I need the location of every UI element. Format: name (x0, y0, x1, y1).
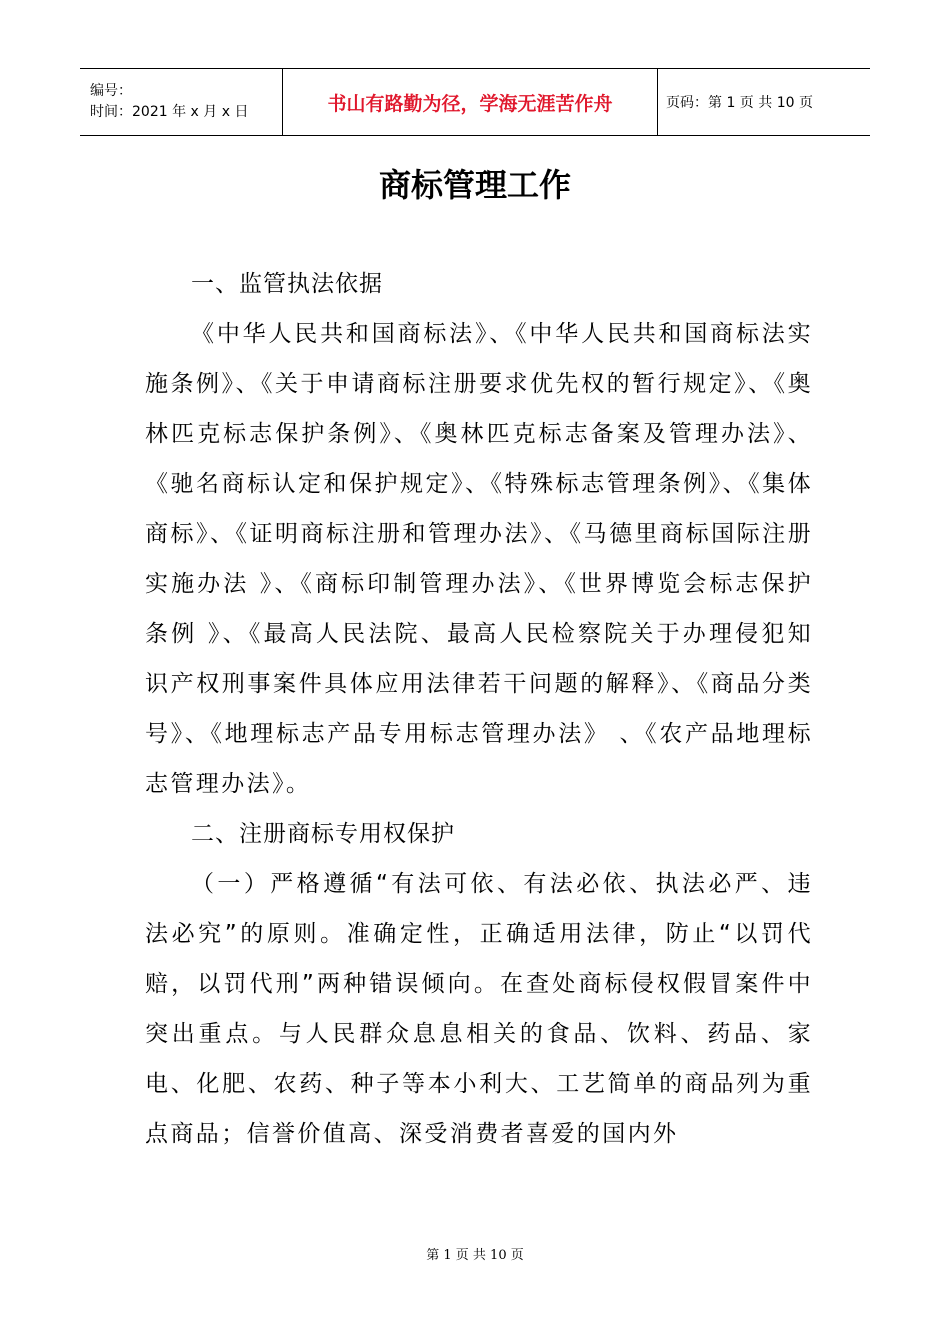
number-label: 编号： (90, 83, 132, 99)
time-label: 时间：2021 年 x 月 x 日 (90, 104, 249, 120)
motto-text: 书山有路勤为径，学海无涯苦作舟 (327, 92, 613, 115)
paragraph-legal-list: 《中华人民共和国商标法》、《中华人民共和国商标法实施条例》、《关于申请商标注册要求优先权的暂行规定》、《奥林匹克标志保护条例》、《奥林匹克标志备案及管理办法》、《驰名商标认定和保护规定》、《特殊标志管理条例》、《集体商标》、《证明商标注册和管理办法》、《马德里商标国际注册实施办法 》、《商标印制管理办法》、《世界博览会标志保护条例 》、《最高人民法院、最高人民检察院关于办理侵犯知识产权刑事案件具体应用法律若干问题的解释》、《商品分类号》、《地理标志产品专用标志管理办法》 、《农产品地理标志管理办法》。 (145, 321, 813, 797)
header-motto (282, 69, 658, 135)
page-info-text: 页码：第 1 页 共 10 页 (666, 95, 813, 111)
page-footer: 第 1 页 共 10 页 (426, 1248, 524, 1263)
document-body (145, 259, 813, 1159)
section-heading-legal-basis: 一、监管执法依据 (191, 271, 383, 297)
document-title: 商标管理工作 (378, 166, 571, 204)
header-meta (80, 69, 282, 135)
header-page-info (658, 69, 870, 135)
document-header (80, 68, 870, 136)
paragraph-principles: （一）严格遵循“有法可依、有法必依、执法必严、违法必究”的原则。准确定性，正确适用法律，防止“以罚代赔，以罚代刑”两种错误倾向。在查处商标侵权假冒案件中突出重点。与人民群众息息相关的食品、饮料、药品、家电、化肥、农药、种子等本小利大、工艺简单的商品列为重点商品；信誉价值高、深受消费者喜爱的国内外 (145, 871, 813, 1147)
section-heading-trademark-protection: 二、注册商标专用权保护 (191, 821, 455, 847)
